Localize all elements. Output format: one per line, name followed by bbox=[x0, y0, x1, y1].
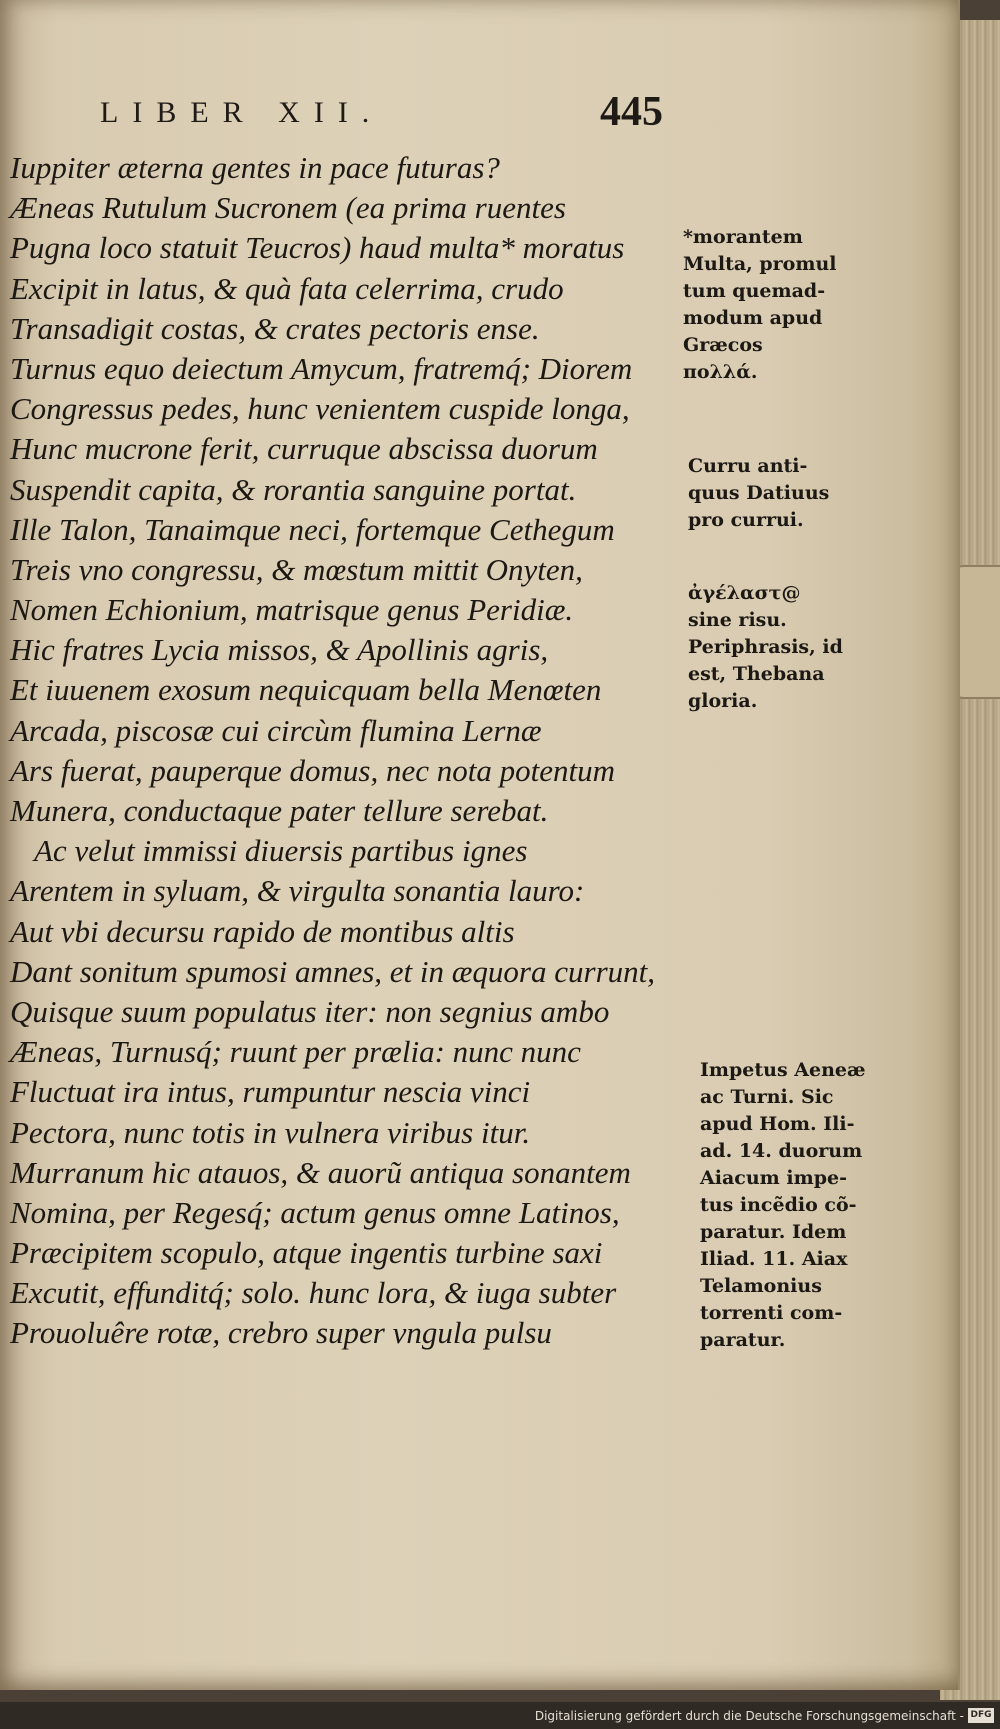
verse-line: Prouoluêre rotæ, crebro super vngula pulsu bbox=[10, 1315, 552, 1351]
verse-line: Pugna loco statuit Teucros) haud multa* moratus bbox=[10, 230, 625, 266]
verse-line: Hunc mucrone ferit, curruque abscissa duorum bbox=[10, 431, 598, 467]
verse-line: Congressus pedes, hunc venientem cuspide longa, bbox=[10, 391, 630, 427]
verse-line: Hic fratres Lycia missos, & Apollinis agris, bbox=[10, 632, 549, 668]
verse-line: Arentem in syluam, & virgulta sonantia lauro: bbox=[10, 873, 585, 909]
verse-line: Pectora, nunc totis in vulnera viribus itur. bbox=[10, 1114, 531, 1150]
verse-line: Arcada, piscosæ cui circùm flumina Lernæ bbox=[10, 712, 542, 748]
page-number: 445 bbox=[600, 89, 663, 135]
verse-line: Æneas, Turnusq́; ruunt per prælia: nunc nunc bbox=[10, 1034, 581, 1070]
verse-line: Fluctuat ira intus, rumpuntur nescia vinci bbox=[10, 1074, 531, 1110]
verse-line: Ac velut immissi diuersis partibus ignes bbox=[34, 833, 528, 869]
verse-line: Et iuuenem exosum nequicquam bella Menœten bbox=[10, 672, 602, 708]
verse-line: Æneas Rutulum Sucronem (ea prima ruentes bbox=[10, 190, 566, 226]
verse-line: Nomen Echionium, matrisque genus Peridiæ. bbox=[10, 592, 574, 628]
verse-line: Iuppiter æterna gentes in pace futuras? bbox=[10, 150, 500, 185]
verse-line: Treis vno congressu, & mœstum mittit Onyten, bbox=[10, 551, 583, 587]
verse-line: Ars fuerat, pauperque domus, nec nota potentum bbox=[10, 752, 615, 788]
verse-line: Nomina, per Regesq́; actum genus omne Latinos, bbox=[10, 1194, 620, 1230]
verse-line: Aut vbi decursu rapido de montibus altis bbox=[10, 913, 515, 949]
verse-line: Suspendit capita, & rorantia sanguine portat. bbox=[10, 471, 577, 507]
funding-credit: Digitalisierung gefördert durch die Deutsche Forschungsgemeinschaft - bbox=[534, 1709, 964, 1723]
verse-line: Dant sonitum spumosi amnes, et in æquora currunt, bbox=[10, 953, 655, 989]
margin-note-agelastos: ἀγέλαστ@ sine risu. Periphrasis, id est, Thebana gloria. bbox=[688, 582, 843, 712]
running-title: LIBER XII. bbox=[100, 96, 384, 129]
dfg-logo: DFG bbox=[968, 1708, 994, 1723]
verse-line: Turnus equo deiectum Amycum, fratremq́; Diorem bbox=[10, 350, 633, 386]
verse-line: Transadigit costas, & crates pectoris ense. bbox=[10, 310, 540, 346]
verse-line: Ille Talon, Tanaimque neci, fortemque Cethegum bbox=[10, 511, 615, 547]
verse-line: Excipit in latus, & quà fata celerrima, crudo bbox=[10, 270, 564, 306]
page-header bbox=[100, 89, 740, 146]
verse-line: Munera, conductaque pater tellure serebat. bbox=[10, 793, 549, 828]
margin-note-impetus: Impetus Aeneæ ac Turni. Sic apud Hom. Ili- ad. 14. duorum Aiacum impe- tus incẽdio cõ- paratur. Idem Iliad. 11. Aiax Telamonius torrenti com- paratur. bbox=[700, 1059, 866, 1351]
verse-line: Quisque suum populatus iter: non segnius ambo bbox=[10, 993, 610, 1029]
margin-note-curru: Curru anti- quus Datiuus pro currui. bbox=[688, 455, 830, 531]
verse-text bbox=[10, 148, 680, 1354]
verse-line: Excutit, effunditq́; solo. hunc lora, & iuga subter bbox=[10, 1275, 617, 1311]
verse-line: Murranum hic atauos, & auorũ antiqua sonantem bbox=[10, 1154, 631, 1190]
margin-note-morantem: *morantem Multa, promul tum quemad- modum apud Græcos πολλά. bbox=[683, 226, 837, 383]
verse-line: Præcipitem scopulo, atque ingentis turbine saxi bbox=[10, 1235, 603, 1271]
